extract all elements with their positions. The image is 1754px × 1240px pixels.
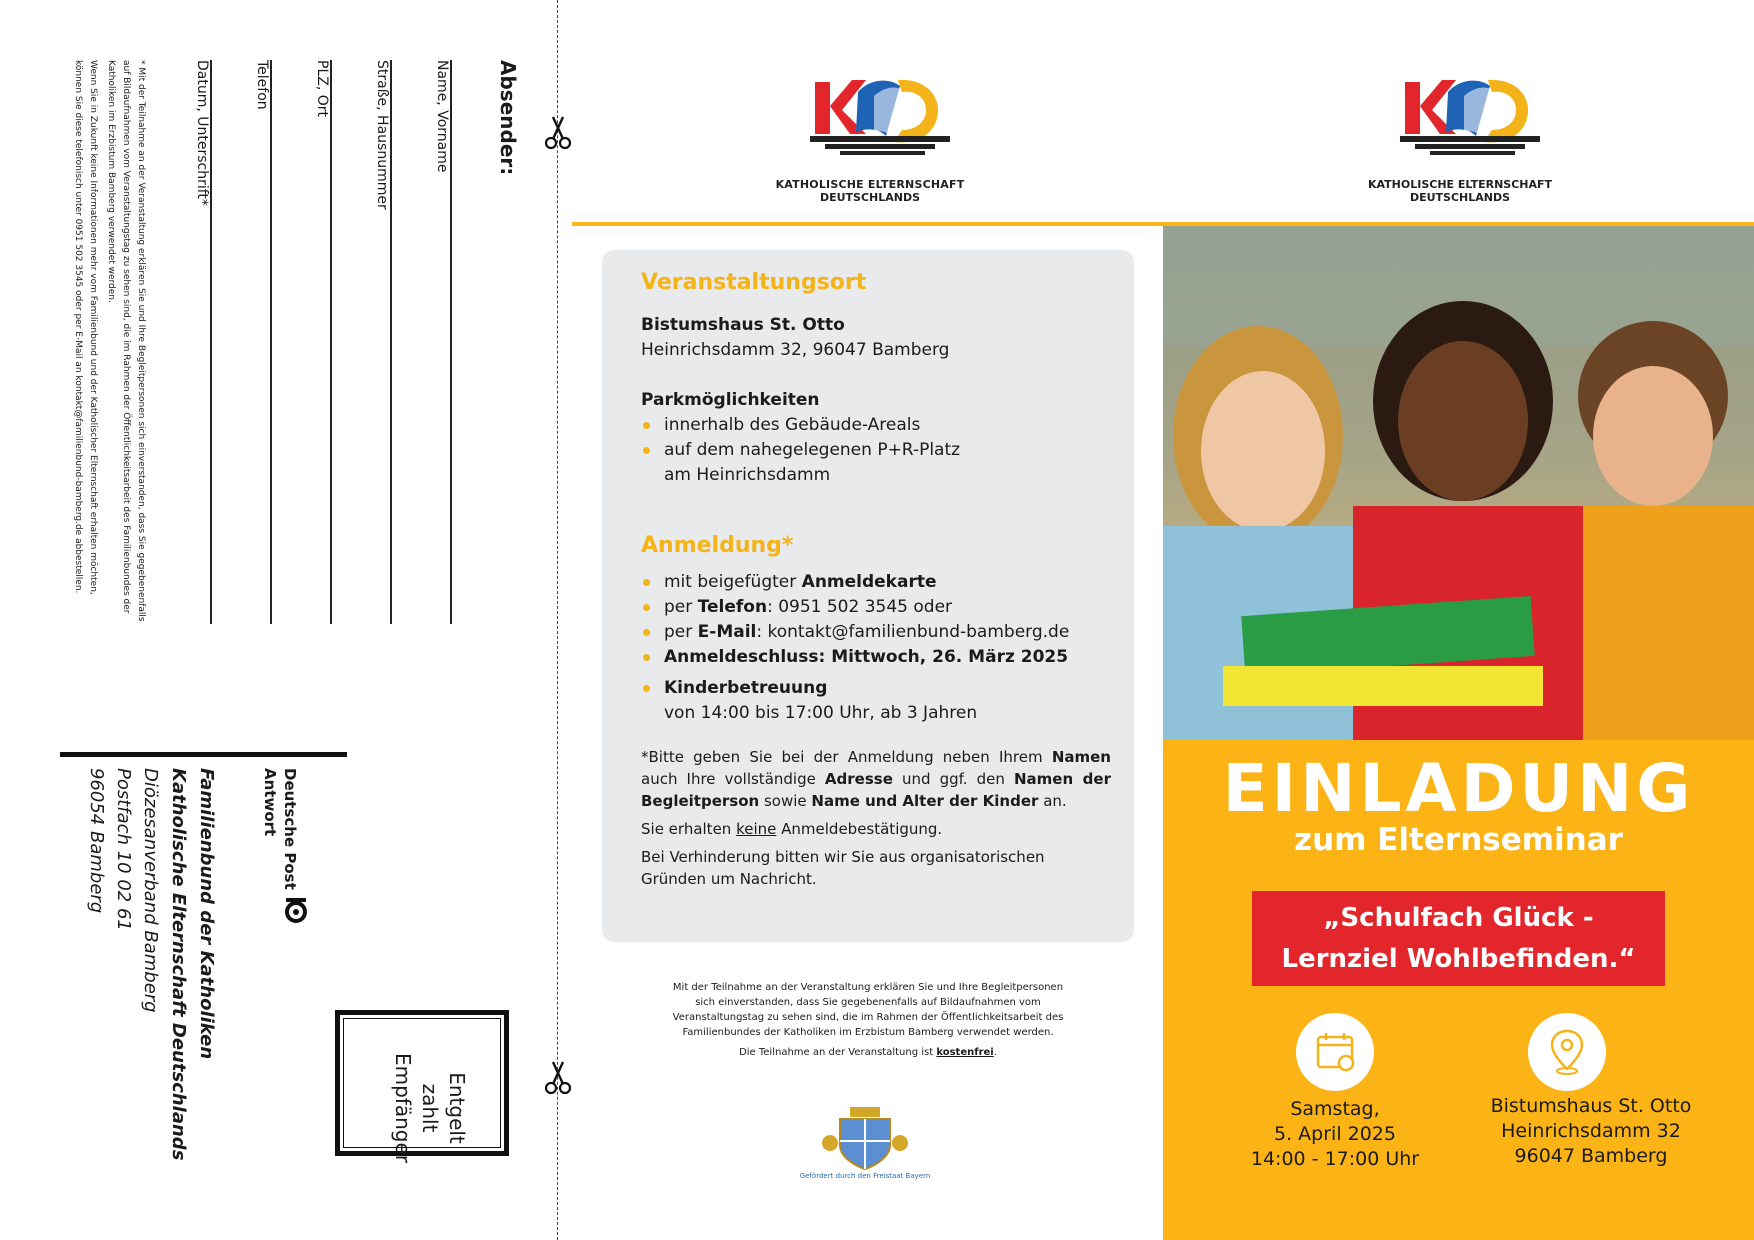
list-item (641, 570, 1110, 595)
scissors-icon (543, 1060, 573, 1096)
list-item (641, 676, 1110, 726)
event-date-line3: 14:00 - 17:00 Uhr (1250, 1148, 1420, 1170)
note-text: *Bitte geben Sie bei der Anmeldung neben Ihrem (641, 748, 1052, 766)
venue-heading: Veranstaltungsort (641, 270, 867, 295)
list-item: auf dem nahegelegenen P+R-Platz am Heinrichsdamm (641, 438, 971, 488)
field-label-street: Straße, Hausnummer (374, 60, 390, 210)
venue-address: Heinrichsdamm 32, 96047 Bamberg (641, 340, 950, 360)
field-label-city: PLZ, Ort (314, 60, 330, 117)
seminar-title-line1: „Schulfach Glück - (1323, 903, 1594, 933)
registration-list (641, 570, 1110, 726)
reg-deadline: Anmeldeschluss: Mittwoch, 26. März 2025 (664, 647, 1069, 667)
postal-label (260, 768, 300, 890)
event-date-line1: Samstag, (1290, 1098, 1380, 1120)
registration-note (641, 746, 1111, 812)
note-text: an. (1038, 792, 1067, 810)
note-bold: Namen der Begleitperson (641, 770, 1111, 810)
note-text: und ggf. den (892, 770, 1014, 788)
location-pin-icon (1528, 1013, 1606, 1091)
reg-text: mit beigefügter (664, 572, 802, 592)
parking-list (641, 413, 1110, 488)
reg-bold: Anmeldekarte (801, 572, 937, 592)
logo-text-line1: KATHOLISCHE ELTERNSCHAFT (1367, 178, 1553, 191)
post-horn-icon (283, 895, 309, 929)
seminar-title-line2: Lernziel Wohlbefinden.“ (1281, 944, 1636, 974)
cover-photo (1163, 226, 1754, 740)
field-label-signature: Datum, Unterschrift* (194, 60, 210, 206)
event-place-line3: 96047 Bamberg (1514, 1145, 1668, 1167)
field-label-name: Name, Vorname (434, 60, 450, 173)
photo-notice: Mit der Teilnahme an der Veranstaltung erklären Sie und Ihre Begleitpersonen sich einverstanden, dass Sie gegebenenfalls auf Bildaufnahmen vom Veranstaltungstag zu sehen sind, die im Rahmen der Öffentlichkeitsarbeit des Familienbundes der Katholiken im Erzbistum Bamberg verwendet werden. (672, 982, 1064, 1038)
event-place-line1: Bistumshaus St. Otto (1490, 1095, 1692, 1117)
registration-heading: Anmeldung* (641, 533, 794, 558)
children-image-icon (1163, 226, 1754, 740)
cancellation-note: Bei Verhinderung bitten wir Sie aus organisatorischen Gründen um Nachricht. (641, 848, 1045, 888)
postage-line3: Empfänger (391, 1053, 415, 1164)
confirmation-note (641, 818, 1110, 840)
list-item (641, 645, 1110, 670)
coat-of-arms-icon (820, 1105, 910, 1173)
free-text: . (993, 1047, 997, 1058)
logo-text-line2: DEUTSCHLANDS (1409, 191, 1511, 204)
funding-note: Gefördert durch den Freistaat Bayern (799, 1172, 931, 1180)
event-place-line2: Heinrichsdamm 32 (1501, 1120, 1681, 1142)
recipient-line1: Familienbund der Katholiken (196, 768, 217, 1060)
cover-panel (1163, 740, 1754, 1240)
sender-title: Absender: (496, 60, 520, 176)
venue-name: Bistumshaus St. Otto (641, 315, 845, 335)
reg-childcare-time: von 14:00 bis 17:00 Uhr, ab 3 Jahren (664, 703, 978, 723)
free-text: Die Teilnahme an der Veranstaltung ist (739, 1047, 937, 1058)
consent-note: * Mit der Teilnahme an der Veranstaltung erklären Sie und Ihre Begleitpersonen sich einverstanden, dass Sie gegebenenfalls auf Bildaufnahmen vom Veranstaltungstag zu sehen sind, die im Rahmen der Öffentlichkeitsarbeit des Familienbundes der Katholiken im Erzbistum Bamberg verwendet werden. (106, 60, 146, 622)
field-line-street[interactable] (390, 60, 392, 624)
reg-phone: : 0951 502 3545 oder (767, 597, 953, 617)
list-item (641, 620, 1110, 645)
reg-bold: E-Mail (697, 622, 757, 642)
event-date-line2: 5. April 2025 (1274, 1123, 1396, 1145)
logo-mark-icon (770, 72, 970, 172)
seminar-title-box (1252, 891, 1665, 986)
free-bold: kostenfrei (936, 1047, 994, 1058)
logo (1360, 72, 1560, 212)
postal-label-line1: Deutsche Post (281, 768, 299, 890)
unsubscribe-note: Wenn Sie in Zukunft keine Informationen mehr vom Familienbund und der Katholischer Elternschaft erhalten möchten, können Sie diese telefonisch unter 0951 502 3545 oder per E-Mail an kontakt@familienbund-bamberg.de abbestellen. (73, 60, 98, 595)
reg-childcare: Kinderbetreuung (664, 678, 828, 698)
event-date (1215, 1097, 1455, 1172)
recipient-line5: 96054 Bamberg (86, 768, 107, 914)
field-label-phone: Telefon (254, 60, 270, 110)
note-text: sowie (759, 792, 812, 810)
logo-text-line1: KATHOLISCHE ELTERNSCHAFT (775, 178, 965, 191)
recipient-address (83, 768, 220, 1160)
address-divider (60, 752, 347, 757)
confirm-text: Sie erhalten (641, 820, 737, 838)
recipient-line4: Postfach 10 02 61 (113, 768, 134, 931)
cover-title: EINLADUNG (1222, 750, 1695, 827)
list-item: innerhalb des Gebäude-Areals (641, 413, 1110, 438)
event-place (1441, 1094, 1741, 1169)
recipient-line3: Diözesanverband Bamberg (140, 768, 161, 1013)
postage-line1: Entgelt (445, 1072, 469, 1144)
reg-text: per (664, 597, 698, 617)
confirm-text: Anmeldebestätigung. (776, 820, 943, 838)
reply-card (0, 0, 555, 1240)
postage-stamp-box (335, 1010, 509, 1164)
postage-text (389, 1053, 470, 1163)
reg-email[interactable]: : kontakt@familienbund-bamberg.de (756, 622, 1070, 642)
cut-line (557, 0, 558, 1240)
logo-mark-icon (1360, 72, 1560, 172)
note-text: auch Ihre vollständige (641, 770, 825, 788)
reg-bold: Telefon (697, 597, 768, 617)
note-bold: Name und Alter der Kinder (811, 792, 1039, 810)
list-item (641, 595, 1110, 620)
field-line-phone[interactable] (270, 60, 272, 624)
postal-label-line2: Antwort (261, 768, 279, 837)
recipient-line2: Katholische Elternschaft Deutschlands (168, 768, 189, 1161)
field-line-signature[interactable] (210, 60, 212, 624)
note-bold: Namen (1051, 748, 1111, 766)
scissors-icon (543, 115, 573, 151)
info-box (602, 250, 1134, 942)
logo-text-line2: DEUTSCHLANDS (819, 191, 921, 204)
parking-heading: Parkmöglichkeiten (641, 390, 820, 410)
cover-subtitle: zum Elternseminar (1294, 822, 1623, 858)
reg-text: per (664, 622, 698, 642)
logo (770, 72, 970, 212)
confirm-underline: keine (736, 820, 777, 838)
note-bold: Adresse (824, 770, 893, 788)
free-notice (668, 1045, 1068, 1060)
field-line-name[interactable] (450, 60, 452, 624)
field-line-city[interactable] (330, 60, 332, 624)
postage-line2: zahlt (418, 1083, 442, 1133)
calendar-icon (1296, 1013, 1374, 1091)
